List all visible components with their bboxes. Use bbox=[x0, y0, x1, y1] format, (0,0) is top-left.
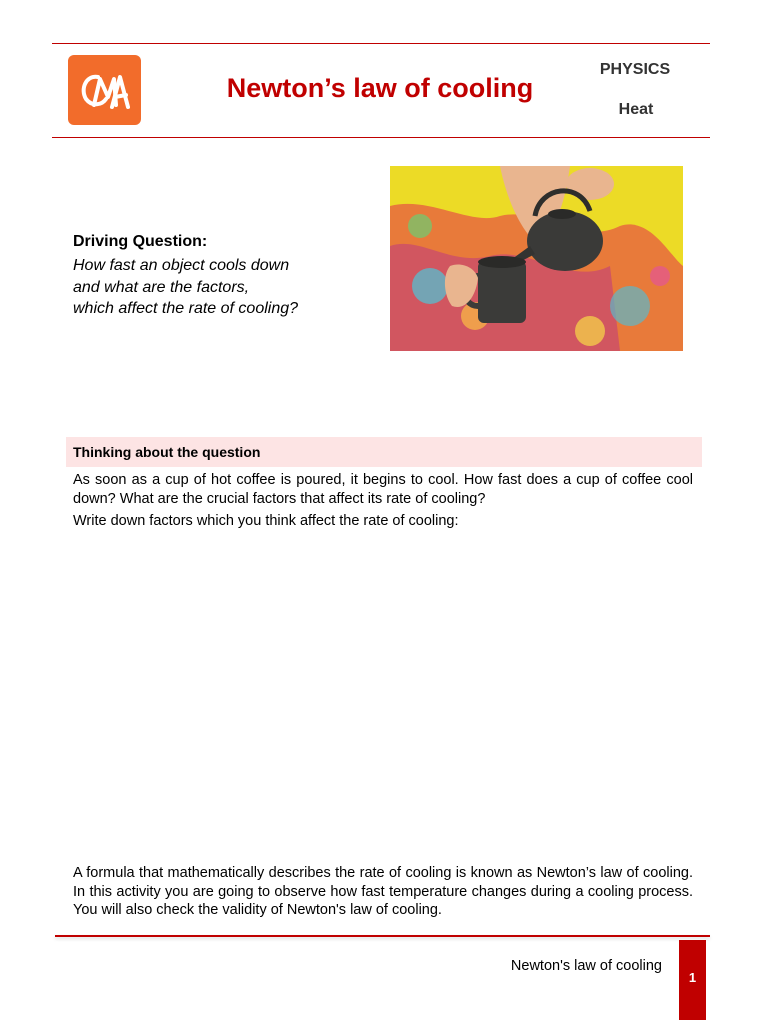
header-bottom-rule bbox=[52, 137, 710, 138]
thinking-section-heading: Thinking about the question bbox=[73, 444, 261, 460]
thinking-paragraph: As soon as a cup of hot coffee is poured, it begins to cool. How fast does a cup of coffee cool down? What are the crucial factors that affect its rate of cooling? bbox=[73, 472, 693, 507]
topic-label: Heat bbox=[618, 101, 654, 118]
formula-paragraph: A formula that mathematically describes the rate of cooling is known as Newton’s law of cooling. In this activity you are going to observe how fast temperature changes during a cooling process. You will also check the validity of Newton's law of cooling. bbox=[73, 865, 693, 918]
footer-rule bbox=[55, 935, 710, 937]
subject-label: PHYSICS bbox=[599, 61, 671, 78]
page-title: Newton’s law of cooling bbox=[226, 73, 534, 103]
page-number: 1 bbox=[688, 970, 697, 985]
driving-question-text bbox=[73, 255, 298, 320]
thinking-section-header bbox=[66, 437, 702, 467]
driving-question-line: How fast an object cools down bbox=[73, 257, 290, 274]
footer-title: Newton's law of cooling bbox=[510, 958, 662, 974]
factors-prompt: Write down factors which you think affect the rate of cooling: bbox=[73, 513, 459, 529]
driving-question-line: which affect the rate of cooling? bbox=[73, 300, 299, 317]
teapot-pouring-photo bbox=[390, 166, 683, 351]
cma-logo-icon bbox=[68, 55, 141, 125]
driving-question-line: and what are the factors, bbox=[73, 278, 250, 296]
page-number-tab bbox=[679, 940, 706, 1020]
driving-question-heading: Driving Question: bbox=[73, 233, 208, 250]
header-top-rule bbox=[52, 43, 710, 44]
